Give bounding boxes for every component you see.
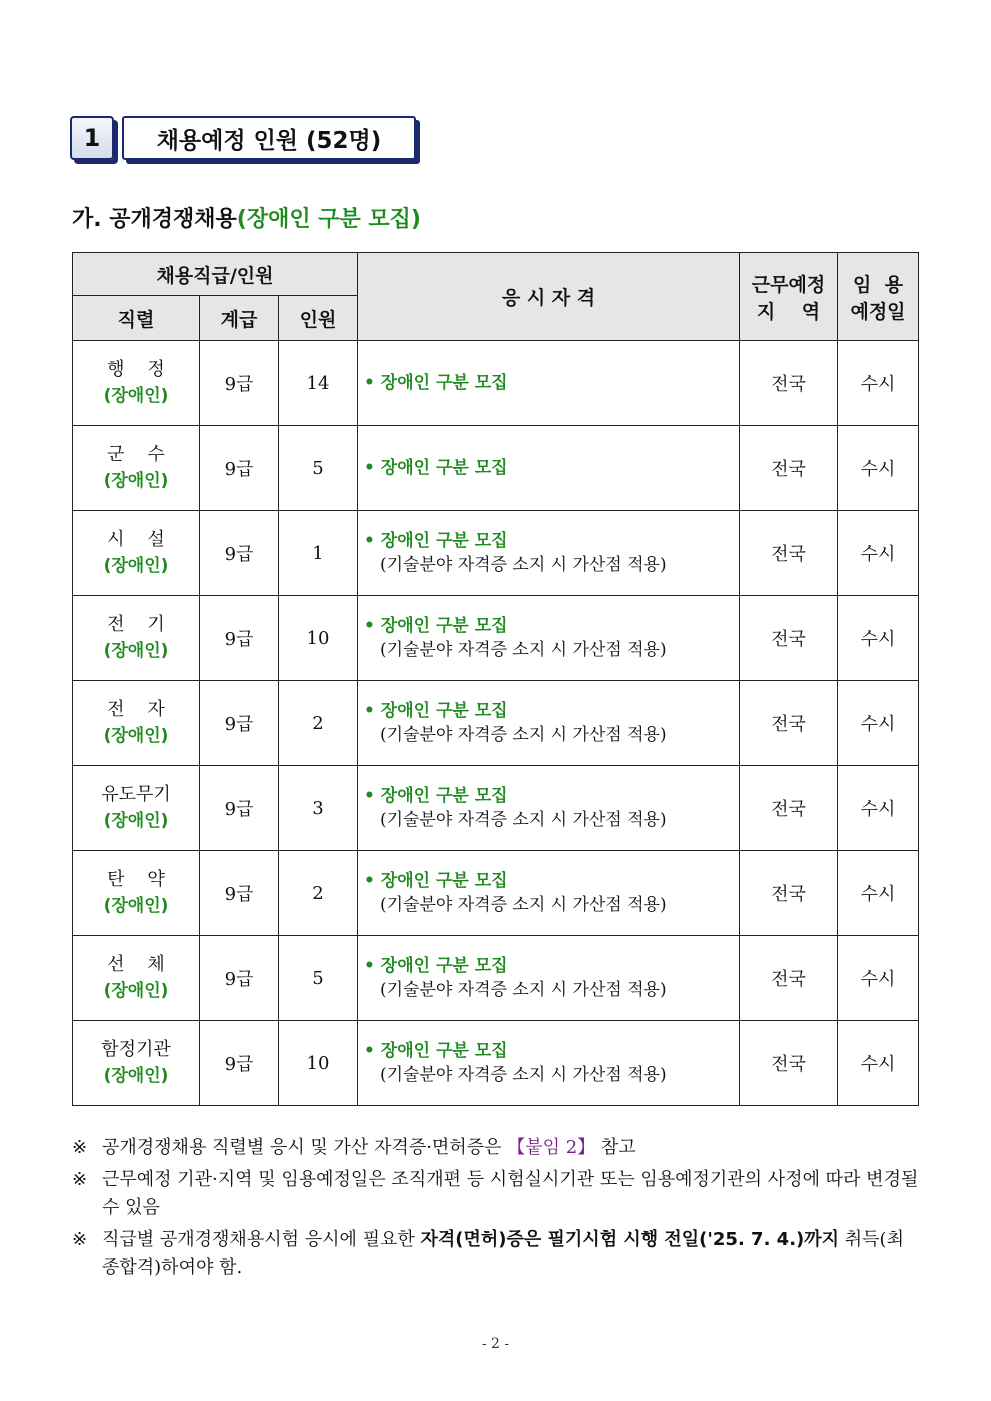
date-cell: 수시 [838,511,919,596]
qualification-note: (기술분야 자격증 소지 시 가산점 적용) [380,1065,667,1085]
note-item [72,1134,920,1162]
job-sub: (장애인) [103,726,169,746]
table-row [73,681,919,766]
table-row [73,766,919,851]
qualification-cell [358,426,740,511]
page-number: - 2 - [481,1336,510,1352]
header-appointment-date [838,253,919,341]
qualification-cell [358,511,740,596]
recruitment-table [72,252,919,1106]
note-text [102,1134,920,1162]
table-row [73,511,919,596]
job-cell [73,681,200,766]
region-cell: 전국 [740,596,838,681]
qualification-main: • 장애인 구분 모집 [364,458,508,478]
grade-cell: 9급 [200,426,279,511]
job-cell [73,851,200,936]
date-cell: 수시 [838,851,919,936]
qualification-cell [358,596,740,681]
header-region-line2: 지 역 [756,300,821,323]
job-name: 전 자 [107,699,165,720]
header-region [740,253,838,341]
qualification-cell [358,341,740,426]
count-cell: 14 [279,341,358,426]
date-cell: 수시 [838,681,919,766]
qualification-note: (기술분야 자격증 소지 시 가산점 적용) [380,640,667,660]
header-job-group: 채용직급/인원 [73,253,358,296]
job-sub: (장애인) [103,811,169,831]
qualification-cell [358,851,740,936]
job-cell [73,341,200,426]
qualification-main: • 장애인 구분 모집 [364,701,508,721]
region-cell: 전국 [740,426,838,511]
date-cell: 수시 [838,936,919,1021]
job-name: 군 수 [107,444,165,465]
job-name: 선 체 [107,954,165,975]
count-cell: 2 [279,681,358,766]
grade-cell: 9급 [200,1021,279,1106]
region-cell: 전국 [740,851,838,936]
job-sub: (장애인) [103,896,169,916]
job-cell [73,766,200,851]
grade-cell: 9급 [200,936,279,1021]
grade-cell: 9급 [200,596,279,681]
section-title: 채용예정 인원 (52명) [122,116,416,160]
job-name: 함정기관 [101,1039,171,1060]
grade-cell: 9급 [200,766,279,851]
job-sub: (장애인) [103,386,169,406]
header-qualification: 응 시 자 격 [358,253,740,341]
qualification-cell [358,936,740,1021]
job-name: 유도무기 [101,784,171,805]
job-cell [73,426,200,511]
region-cell: 전국 [740,511,838,596]
section-number: 1 [70,116,114,160]
job-name: 탄 약 [107,869,165,890]
count-cell: 1 [279,511,358,596]
qualification-note: (기술분야 자격증 소지 시 가산점 적용) [380,810,667,830]
count-cell: 2 [279,851,358,936]
job-name: 시 설 [107,529,165,550]
note-mark: ※ [72,1169,88,1190]
note2-text: 근무예정 기관·지역 및 임용예정일은 조직개편 등 시험실시기관 또는 임용예정기관의 사정에 따라 변경될 수 있음 [102,1169,919,1218]
date-cell: 수시 [838,426,919,511]
job-sub: (장애인) [103,981,169,1001]
qualification-cell [358,1021,740,1106]
qualification-main: • 장애인 구분 모집 [364,373,508,393]
grade-cell: 9급 [200,851,279,936]
qualification-note: (기술분야 자격증 소지 시 가산점 적용) [380,725,667,745]
note-mark: ※ [72,1137,88,1158]
grade-cell: 9급 [200,681,279,766]
job-cell [73,596,200,681]
region-cell: 전국 [740,341,838,426]
job-name: 행 정 [107,359,165,380]
section-header [70,116,420,164]
qualification-cell [358,766,740,851]
header-grade: 계급 [200,296,279,341]
region-cell: 전국 [740,681,838,766]
subheading-highlight: (장애인 구분 모집) [236,207,421,232]
notes [72,1134,920,1286]
job-sub: (장애인) [103,556,169,576]
note-item [72,1226,920,1282]
region-cell: 전국 [740,1021,838,1106]
note-mark: ※ [72,1229,88,1250]
job-sub: (장애인) [103,471,169,491]
note3-text-a: 직급별 공개경쟁채용시험 응시에 필요한 [102,1229,421,1250]
qualification-note: (기술분야 자격증 소지 시 가산점 적용) [380,980,667,1000]
date-cell: 수시 [838,766,919,851]
subheading [72,202,421,233]
job-cell [73,511,200,596]
job-cell [73,1021,200,1106]
job-sub: (장애인) [103,641,169,661]
grade-cell: 9급 [200,341,279,426]
qualification-note: (기술분야 자격증 소지 시 가산점 적용) [380,555,667,575]
header-job: 직렬 [73,296,200,341]
date-cell: 수시 [838,341,919,426]
job-cell [73,936,200,1021]
qualification-main: • 장애인 구분 모집 [364,1041,508,1061]
table-row [73,851,919,936]
qualification-main: • 장애인 구분 모집 [364,531,508,551]
note-item [72,1166,920,1222]
note1-text-a: 공개경쟁채용 직렬별 응시 및 가산 자격증·면허증은 [102,1137,508,1158]
region-cell: 전국 [740,766,838,851]
note1-attachment-ref: 【붙임 2】 [507,1137,596,1158]
date-cell: 수시 [838,596,919,681]
table-row [73,1021,919,1106]
note3-deadline: 자격(면허)증은 필기시험 시행 전일('25. 7. 4.)까지 [420,1229,840,1250]
qualification-main: • 장애인 구분 모집 [364,871,508,891]
qualification-main: • 장애인 구분 모집 [364,786,508,806]
job-name: 전 기 [107,614,165,635]
region-cell: 전국 [740,936,838,1021]
grade-cell: 9급 [200,511,279,596]
note1-text-c: 참고 [595,1137,636,1158]
table-row [73,341,919,426]
count-cell: 5 [279,426,358,511]
qualification-note: (기술분야 자격증 소지 시 가산점 적용) [380,895,667,915]
note3-text-c: 취득(최종합격)하여야 함. [102,1229,904,1278]
table-row [73,936,919,1021]
header-date-line2: 예정일 [850,300,906,323]
subheading-prefix: 가. 공개경쟁채용 [72,207,237,232]
qualification-main: • 장애인 구분 모집 [364,956,508,976]
qualification-cell [358,681,740,766]
job-sub: (장애인) [103,1066,169,1086]
note-text [102,1226,920,1282]
count-cell: 3 [279,766,358,851]
table-row [73,426,919,511]
qualification-main: • 장애인 구분 모집 [364,616,508,636]
date-cell: 수시 [838,1021,919,1106]
table-row [73,596,919,681]
count-cell: 10 [279,1021,358,1106]
count-cell: 10 [279,596,358,681]
header-region-line1: 근무예정 [751,273,826,296]
count-cell: 5 [279,936,358,1021]
header-count: 인원 [279,296,358,341]
header-date-line1: 임 용 [853,273,903,296]
